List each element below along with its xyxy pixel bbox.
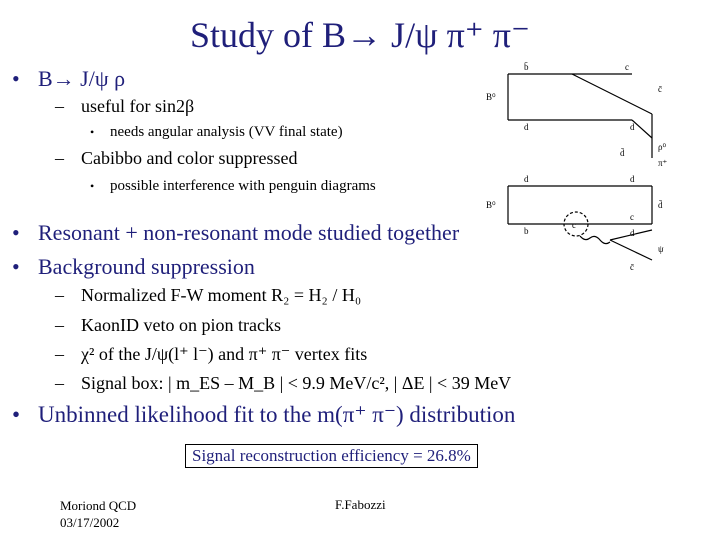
tree-outgoing-line — [632, 120, 652, 138]
bullet-label: B→ J/ψ ρ — [38, 66, 126, 91]
penguin-diagram — [508, 186, 652, 260]
tree-label-3: c̄ — [658, 84, 662, 94]
tree-label-1: c — [625, 62, 629, 72]
penguin-label-7: c̄ — [630, 262, 634, 272]
tree-label-8: π⁺ — [658, 158, 668, 168]
footer-conference — [60, 497, 136, 531]
tree-label-5: d — [630, 122, 635, 132]
penguin-label-8: ψ — [658, 244, 664, 254]
footer-author: F.Fabozzi — [335, 497, 386, 512]
tree-label-4: d — [524, 122, 529, 132]
penguin-cbar-line — [610, 240, 652, 260]
bullet-resonant: • Resonant + non-resonant mode studied together — [12, 220, 460, 245]
sub-item-chi2: – χ² of the J/ψ(l⁺ l⁻) and π⁺ π⁻ vertex fits — [55, 344, 368, 364]
footer-date: 03/17/2002 — [60, 515, 120, 530]
tree-label-2: B⁰ — [486, 92, 496, 102]
tree-w-line — [572, 74, 652, 114]
penguin-labels — [486, 174, 664, 272]
penguin-gluon — [580, 236, 610, 244]
sub-item-fw-moment: – Normalized F-W moment R₂ = H₂ / H₀ — [55, 285, 362, 305]
tree-label-6: d̄ — [620, 148, 625, 158]
tree-diagram — [508, 74, 652, 158]
tree-label-0: b̄ — [524, 62, 529, 72]
penguin-label-0: d — [524, 174, 529, 184]
sub-item-cabibbo: – Cabibbo and color suppressed — [55, 148, 298, 168]
penguin-label-9: c — [572, 220, 576, 230]
efficiency-box: Signal reconstruction efficiency = 26.8% — [185, 444, 478, 468]
slide-title: Study of B→ J/ψ π⁺ π⁻ — [190, 15, 530, 55]
feynman-diagrams — [480, 58, 700, 278]
bullet-unbinned-fit: • Unbinned likelihood fit to the m(π⁺ π⁻) distribution — [12, 402, 516, 427]
bullet-dot: • — [12, 66, 20, 91]
bullet-background: • Background suppression — [12, 254, 255, 279]
penguin-label-4: d̄ — [658, 200, 663, 210]
detail-penguin-interference: • possible interference with penguin diagrams — [90, 178, 376, 194]
penguin-label-6: d — [630, 228, 635, 238]
penguin-label-3: b — [524, 226, 529, 236]
bullet-b-to-jpsi-rho — [12, 66, 125, 92]
sub-item-sin2beta: – useful for sin2β — [55, 96, 195, 116]
tree-labels — [486, 62, 668, 168]
tree-label-7: ρ⁰ — [658, 142, 667, 152]
sub-item-kaonid: – KaonID veto on pion tracks — [55, 315, 281, 335]
penguin-label-1: d — [630, 174, 635, 184]
footer-conference-name: Moriond QCD — [60, 498, 137, 513]
penguin-label-5: c — [630, 212, 634, 222]
detail-angular-analysis: • needs angular analysis (VV final state) — [90, 124, 343, 140]
penguin-label-2: B⁰ — [486, 200, 496, 210]
sub-item-signal-box: – Signal box: | m_ES – M_B | < 9.9 MeV/c², | ΔE | < 39 MeV — [55, 373, 512, 393]
